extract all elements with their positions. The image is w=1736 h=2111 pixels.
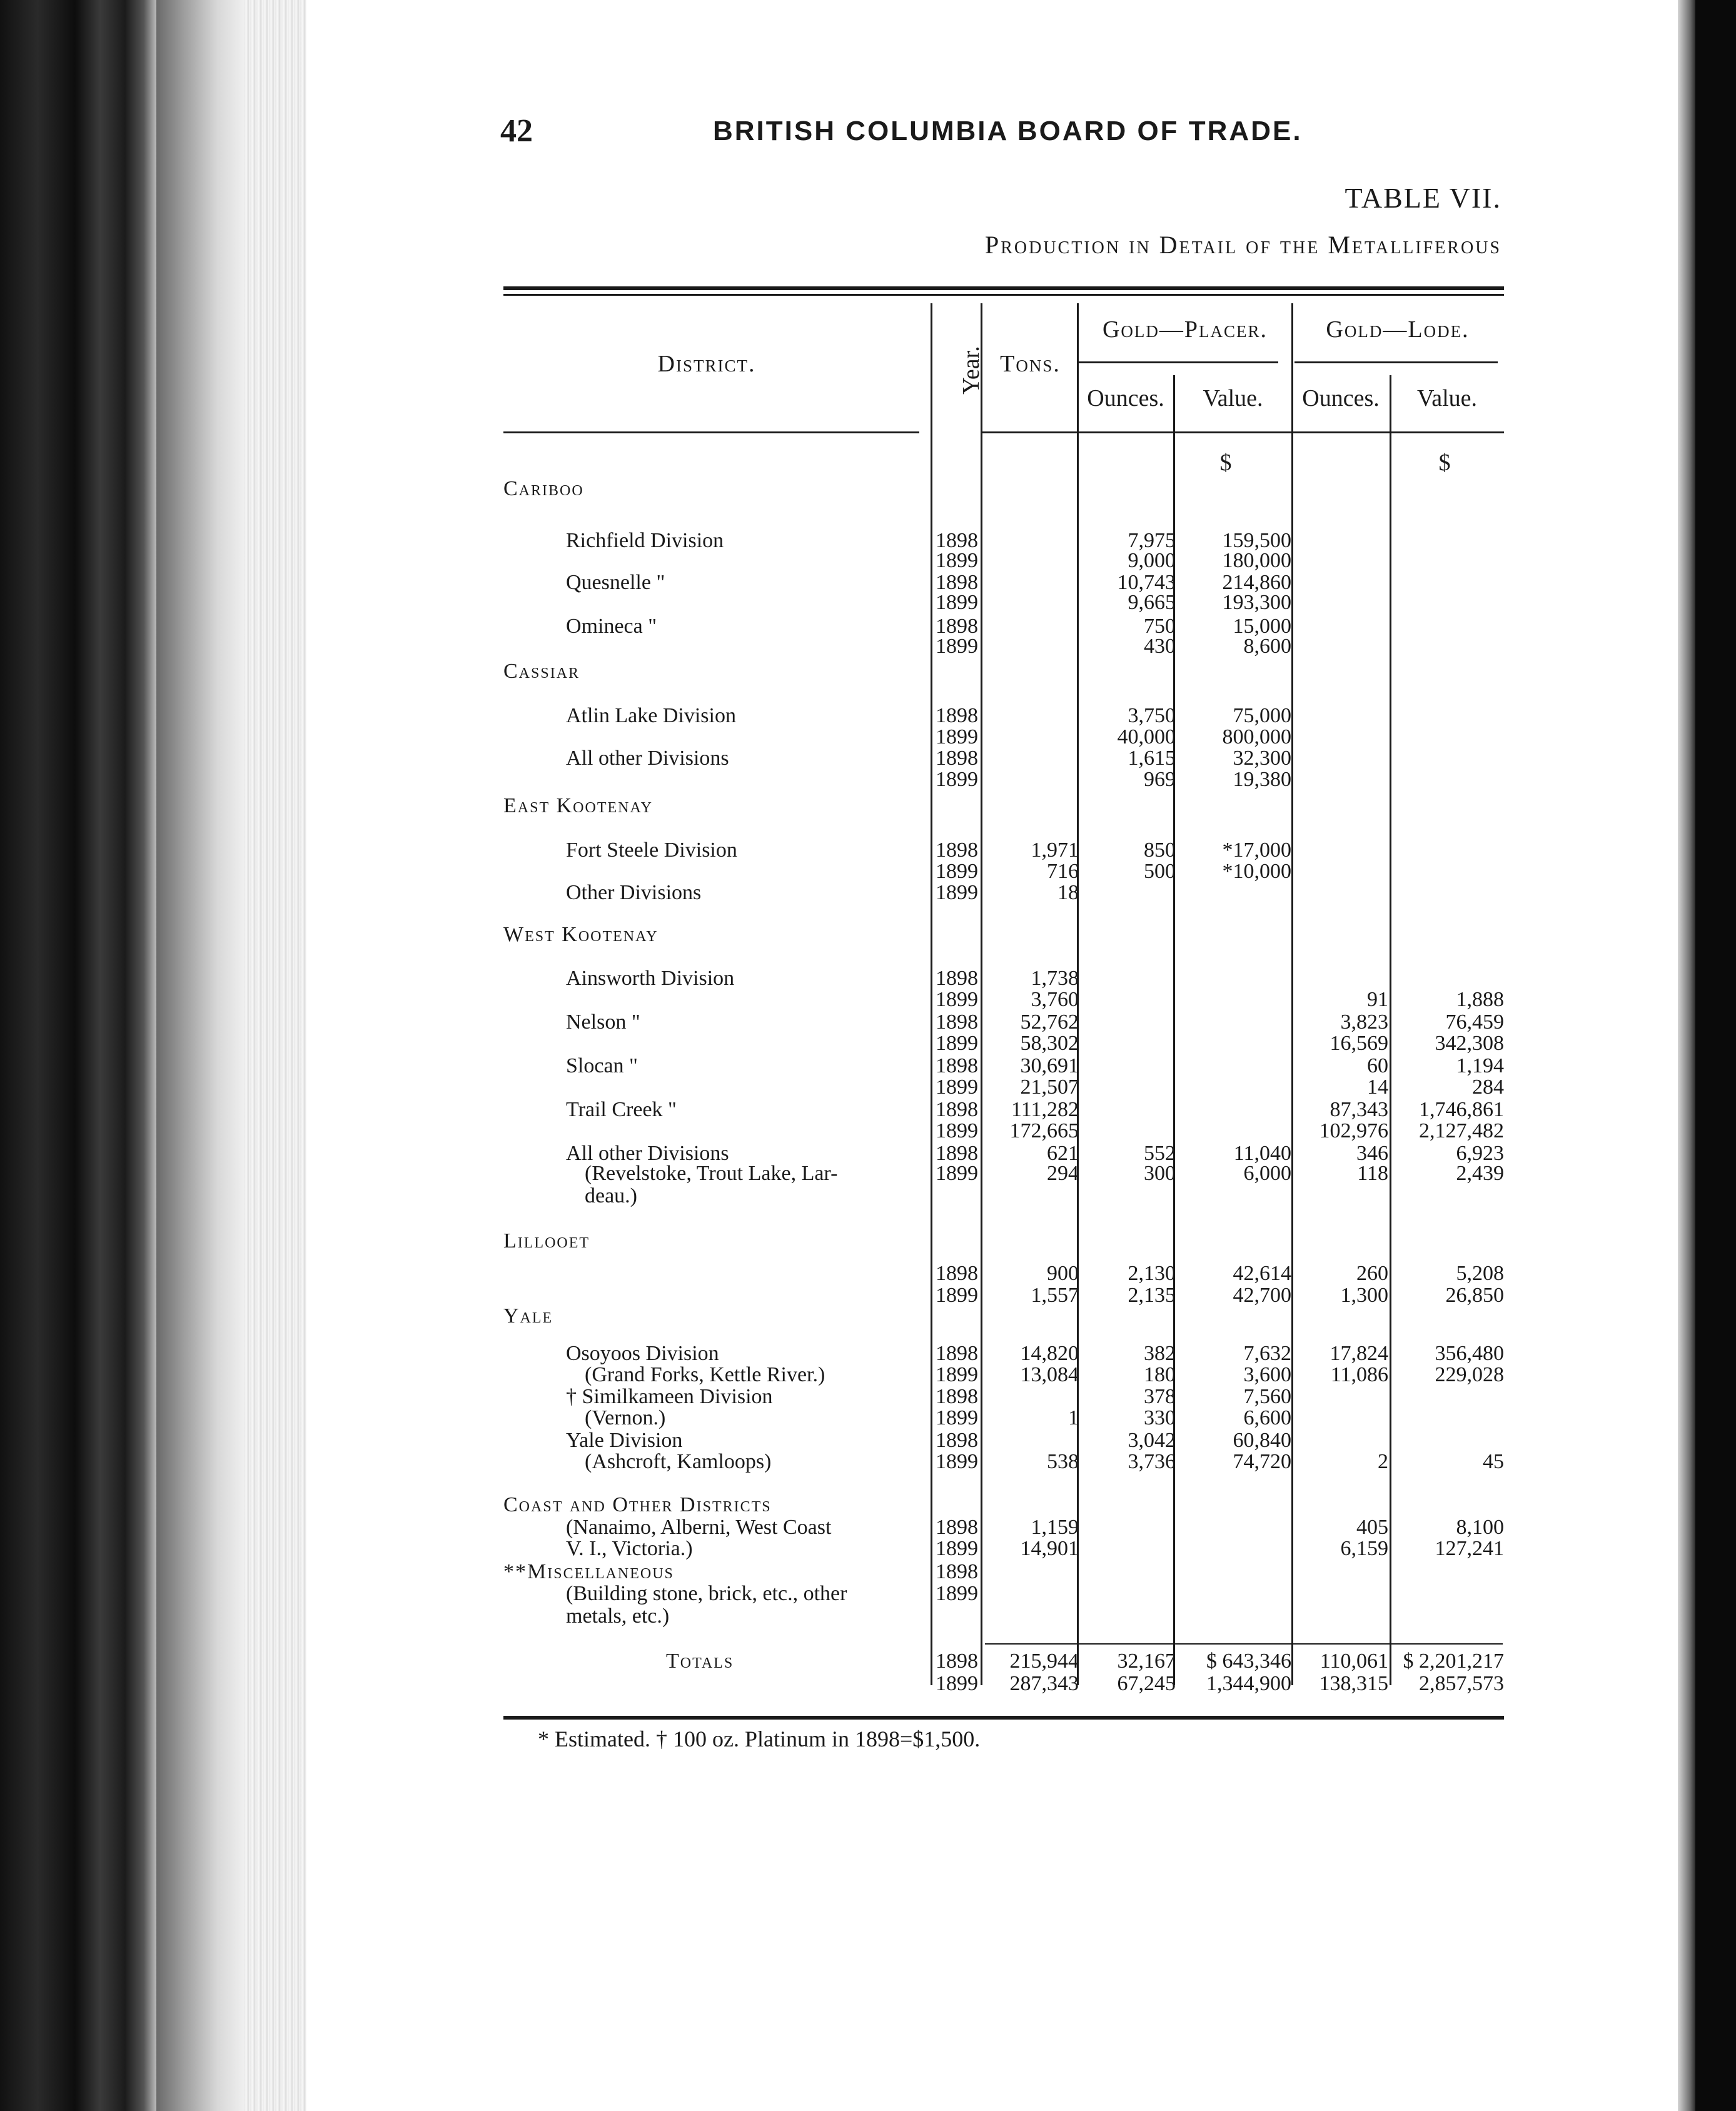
table-row bbox=[503, 1606, 1504, 1627]
cell-year: 1899 bbox=[936, 591, 978, 614]
cell-year: 1898 bbox=[936, 704, 978, 727]
cell-gpv: 42,700 bbox=[1233, 1284, 1291, 1307]
row-label: Atlin Lake Division bbox=[566, 705, 736, 727]
cell-tons: 287,343 bbox=[1009, 1672, 1079, 1695]
cell-glv: 229,028 bbox=[1435, 1363, 1504, 1386]
header-placer-ounces: Ounces. bbox=[1087, 385, 1164, 411]
cell-gpo: 10,743 bbox=[1117, 571, 1176, 594]
row-label: East Kootenay bbox=[503, 795, 653, 817]
cell-glv: 284 bbox=[1472, 1076, 1504, 1099]
cell-gpo: 300 bbox=[1144, 1162, 1176, 1185]
totals-rule bbox=[985, 1643, 1503, 1645]
table-row bbox=[503, 1408, 1504, 1429]
table-row bbox=[503, 1561, 1504, 1583]
cell-tons: 900 bbox=[1047, 1262, 1079, 1285]
table-row bbox=[503, 705, 1504, 727]
cell-year: 1899 bbox=[936, 768, 978, 791]
cell-glv: 45 bbox=[1483, 1450, 1504, 1473]
table-row bbox=[503, 1143, 1504, 1164]
cell-year: 1899 bbox=[936, 1076, 978, 1099]
cell-year: 1899 bbox=[936, 860, 978, 883]
table-row bbox=[503, 1343, 1504, 1364]
cell-gpv: 8,600 bbox=[1243, 635, 1291, 658]
cell-gpo: 378 bbox=[1144, 1385, 1176, 1408]
cell-glo: 405 bbox=[1356, 1516, 1388, 1539]
cell-year: 1899 bbox=[936, 1537, 978, 1560]
cell-glv: 2,127,482 bbox=[1419, 1119, 1504, 1142]
table-row bbox=[503, 1033, 1504, 1054]
table-number: TABLE VII. bbox=[1345, 182, 1501, 214]
table-row bbox=[503, 592, 1504, 613]
table-row bbox=[503, 1494, 1504, 1516]
cell-glv: 342,308 bbox=[1435, 1032, 1504, 1055]
cell-glv: 6,923 bbox=[1456, 1142, 1504, 1165]
row-label: Richfield Division bbox=[566, 530, 724, 552]
cell-year: 1899 bbox=[936, 1032, 978, 1055]
row-label: Ainsworth Division bbox=[566, 968, 735, 989]
cell-glv: 1,194 bbox=[1456, 1054, 1504, 1077]
page-edges bbox=[244, 0, 306, 2111]
table-row bbox=[503, 924, 1504, 945]
cell-year: 1898 bbox=[936, 1262, 978, 1285]
row-label: Lillooet bbox=[503, 1231, 590, 1252]
cell-glo: 14 bbox=[1367, 1076, 1388, 1099]
cell-glv: 76,459 bbox=[1445, 1010, 1504, 1034]
cell-glo: 17,824 bbox=[1330, 1342, 1388, 1365]
cell-gpo: 7,975 bbox=[1128, 529, 1176, 552]
header-tons: Tons. bbox=[1000, 351, 1061, 377]
cell-gpo: 552 bbox=[1144, 1142, 1176, 1165]
table-row bbox=[503, 1056, 1504, 1077]
cell-year: 1898 bbox=[936, 615, 978, 638]
table-row bbox=[503, 1386, 1504, 1408]
cell-tons: 3,760 bbox=[1031, 988, 1079, 1011]
cell-glv: 2,857,573 bbox=[1419, 1672, 1504, 1695]
row-label: V. I., Victoria.) bbox=[566, 1538, 693, 1559]
row-label: Fort Steele Division bbox=[566, 840, 737, 861]
cell-year: 1898 bbox=[936, 1516, 978, 1539]
row-label: (Grand Forks, Kettle River.) bbox=[585, 1364, 825, 1386]
cell-glo: 260 bbox=[1356, 1262, 1388, 1285]
cell-year: 1898 bbox=[936, 1010, 978, 1034]
row-label: deau.) bbox=[585, 1186, 638, 1207]
table-row bbox=[503, 1285, 1504, 1306]
header-rule-district bbox=[503, 431, 919, 433]
table-row bbox=[503, 1231, 1504, 1252]
cell-gpo: 1,615 bbox=[1128, 747, 1176, 770]
lode-dollar-sign: $ bbox=[1438, 450, 1451, 476]
cell-gpv: 180,000 bbox=[1222, 549, 1291, 572]
row-label: All other Divisions bbox=[566, 748, 729, 769]
cell-gpo: 382 bbox=[1144, 1342, 1176, 1365]
cell-gpv: 6,600 bbox=[1243, 1406, 1291, 1429]
cell-year: 1898 bbox=[936, 747, 978, 770]
cell-year: 1898 bbox=[936, 1342, 978, 1365]
row-label: Trail Creek " bbox=[566, 1099, 677, 1121]
cell-tons: 30,691 bbox=[1020, 1054, 1079, 1077]
row-label: Osoyoos Division bbox=[566, 1343, 719, 1364]
cell-glv: 8,100 bbox=[1456, 1516, 1504, 1539]
table-row bbox=[503, 636, 1504, 657]
table-row bbox=[503, 1364, 1504, 1386]
header-gold-placer: Gold—Placer. bbox=[1102, 316, 1268, 343]
table-row bbox=[503, 478, 1504, 500]
cell-year: 1898 bbox=[936, 1650, 978, 1673]
running-head: BRITISH COLUMBIA BOARD OF TRADE. bbox=[713, 116, 1303, 146]
cell-gpv: 11,040 bbox=[1233, 1142, 1291, 1165]
cell-glo: 118 bbox=[1357, 1162, 1388, 1185]
cell-gpo: 32,167 bbox=[1117, 1650, 1176, 1673]
header-lode-value: Value. bbox=[1416, 385, 1478, 411]
placer-subheader-rule bbox=[1077, 361, 1278, 363]
page-number: 42 bbox=[500, 113, 533, 149]
table-row bbox=[503, 1121, 1504, 1142]
table-row bbox=[503, 1673, 1504, 1695]
table-row bbox=[503, 1099, 1504, 1121]
cell-gpv: *17,000 bbox=[1222, 839, 1291, 862]
table-row bbox=[503, 989, 1504, 1010]
cell-gpv: $ 643,346 bbox=[1206, 1650, 1291, 1673]
cell-glo: 346 bbox=[1356, 1142, 1388, 1165]
cell-year: 1899 bbox=[936, 1672, 978, 1695]
header-gold-lode: Gold—Lode. bbox=[1326, 316, 1470, 343]
book-binding-left bbox=[0, 0, 156, 2111]
row-label: **Miscellaneous bbox=[503, 1561, 674, 1583]
cell-year: 1898 bbox=[936, 1098, 978, 1121]
lode-subheader-rule bbox=[1294, 361, 1498, 363]
table-row bbox=[503, 882, 1504, 904]
table-row bbox=[503, 1263, 1504, 1284]
cell-year: 1898 bbox=[936, 1385, 978, 1408]
table-row bbox=[503, 1306, 1504, 1327]
cell-gpv: 75,000 bbox=[1233, 704, 1291, 727]
cell-gpo: 9,000 bbox=[1128, 549, 1176, 572]
cell-gpv: 74,720 bbox=[1233, 1450, 1291, 1473]
cell-year: 1898 bbox=[936, 1560, 978, 1583]
header-district: District. bbox=[657, 351, 756, 377]
cell-tons: 1,971 bbox=[1031, 839, 1079, 862]
table-row bbox=[503, 1538, 1504, 1559]
cell-glo: 60 bbox=[1367, 1054, 1388, 1077]
cell-gpo: 40,000 bbox=[1117, 725, 1176, 748]
table-bottom-rule bbox=[503, 1716, 1504, 1720]
cell-glo: 138,315 bbox=[1319, 1672, 1388, 1695]
cell-tons: 14,901 bbox=[1020, 1537, 1079, 1560]
row-label: metals, etc.) bbox=[566, 1606, 670, 1627]
cell-glo: 16,569 bbox=[1330, 1032, 1388, 1055]
cell-glo: 110,061 bbox=[1320, 1650, 1388, 1673]
row-label: Quesnelle " bbox=[566, 572, 665, 593]
header-lode-ounces: Ounces. bbox=[1302, 385, 1380, 411]
cell-gpv: *10,000 bbox=[1222, 860, 1291, 883]
cell-gpv: 32,300 bbox=[1233, 747, 1291, 770]
cell-tons: 294 bbox=[1047, 1162, 1079, 1185]
row-label: Yale Division bbox=[566, 1430, 683, 1451]
table-row bbox=[503, 727, 1504, 748]
row-label: (Revelstoke, Trout Lake, Lar- bbox=[585, 1163, 838, 1184]
cell-tons: 111,282 bbox=[1011, 1098, 1079, 1121]
table-row bbox=[503, 795, 1504, 817]
cell-year: 1899 bbox=[936, 1406, 978, 1429]
cell-gpo: 3,736 bbox=[1128, 1450, 1176, 1473]
row-label: Coast and Other Districts bbox=[503, 1494, 772, 1516]
placer-dollar-sign: $ bbox=[1219, 450, 1232, 476]
table-row bbox=[503, 1583, 1504, 1605]
row-label: Nelson " bbox=[566, 1012, 640, 1033]
row-label: West Kootenay bbox=[503, 924, 659, 945]
header-rule-values bbox=[982, 431, 1504, 433]
cell-gpv: 42,614 bbox=[1233, 1262, 1291, 1285]
cell-glv: 2,439 bbox=[1456, 1162, 1504, 1185]
table-row bbox=[503, 861, 1504, 882]
cell-tons: 538 bbox=[1047, 1450, 1079, 1473]
table-row bbox=[503, 1077, 1504, 1098]
cell-tons: 215,944 bbox=[1009, 1650, 1079, 1673]
cell-gpv: 19,380 bbox=[1233, 768, 1291, 791]
row-label: Omineca " bbox=[566, 616, 657, 637]
cell-year: 1899 bbox=[936, 1284, 978, 1307]
page-right-edge bbox=[1678, 0, 1695, 2111]
cell-tons: 52,762 bbox=[1020, 1010, 1079, 1034]
cell-gpo: 67,245 bbox=[1117, 1672, 1176, 1695]
table-top-rule-thin bbox=[503, 294, 1504, 296]
table-row bbox=[503, 1451, 1504, 1473]
cell-gpv: 7,560 bbox=[1243, 1385, 1291, 1408]
cell-tons: 21,507 bbox=[1020, 1076, 1079, 1099]
table-row bbox=[503, 1651, 1504, 1672]
cell-tons: 172,665 bbox=[1009, 1119, 1079, 1142]
header-placer-value: Value. bbox=[1203, 385, 1263, 411]
cell-glo: 87,343 bbox=[1330, 1098, 1388, 1121]
cell-year: 1898 bbox=[936, 967, 978, 990]
table-row bbox=[503, 1186, 1504, 1207]
cell-glo: 102,976 bbox=[1319, 1119, 1388, 1142]
cell-gpv: 7,632 bbox=[1243, 1342, 1291, 1365]
footnote: * Estimated. † 100 oz. Platinum in 1898=$1,500. bbox=[538, 1726, 981, 1751]
cell-gpo: 9,665 bbox=[1128, 591, 1176, 614]
cell-gpo: 2,135 bbox=[1128, 1284, 1176, 1307]
cell-year: 1899 bbox=[936, 549, 978, 572]
row-label: All other Divisions bbox=[566, 1143, 729, 1164]
cell-gpv: 60,840 bbox=[1233, 1429, 1291, 1452]
row-label: (Ashcroft, Kamloops) bbox=[585, 1451, 772, 1473]
cell-glo: 11,086 bbox=[1330, 1363, 1388, 1386]
cell-gpv: 159,500 bbox=[1222, 529, 1291, 552]
cell-gpo: 750 bbox=[1144, 615, 1176, 638]
cell-tons: 1,738 bbox=[1031, 967, 1079, 990]
row-label: (Nanaimo, Alberni, West Coast bbox=[566, 1517, 832, 1538]
cell-gpv: 3,600 bbox=[1243, 1363, 1291, 1386]
row-label: Yale bbox=[503, 1306, 553, 1327]
cell-gpo: 430 bbox=[1144, 635, 1176, 658]
cell-year: 1899 bbox=[936, 881, 978, 904]
row-label: † Similkameen Division bbox=[566, 1386, 773, 1408]
cell-year: 1898 bbox=[936, 571, 978, 594]
cell-year: 1899 bbox=[936, 1582, 978, 1605]
cell-glv: 1,746,861 bbox=[1419, 1098, 1504, 1121]
cell-year: 1899 bbox=[936, 1363, 978, 1386]
cell-year: 1899 bbox=[936, 1162, 978, 1185]
cell-tons: 1,159 bbox=[1031, 1516, 1079, 1539]
table-row bbox=[503, 550, 1504, 572]
table-row bbox=[503, 840, 1504, 861]
cell-gpo: 180 bbox=[1144, 1363, 1176, 1386]
table-row bbox=[503, 616, 1504, 637]
cell-gpv: 15,000 bbox=[1233, 615, 1291, 638]
book-gutter bbox=[156, 0, 244, 2111]
cell-gpo: 3,042 bbox=[1128, 1429, 1176, 1452]
cell-glo: 1,300 bbox=[1340, 1284, 1388, 1307]
cell-gpv: 1,344,900 bbox=[1206, 1672, 1291, 1695]
cell-tons: 58,302 bbox=[1020, 1032, 1079, 1055]
table-row bbox=[503, 661, 1504, 682]
cell-tons: 13,084 bbox=[1020, 1363, 1079, 1386]
cell-tons: 716 bbox=[1047, 860, 1079, 883]
cell-tons: 14,820 bbox=[1020, 1342, 1079, 1365]
cell-tons: 1,557 bbox=[1031, 1284, 1079, 1307]
row-label: Totals bbox=[666, 1651, 734, 1672]
cell-gpv: 214,860 bbox=[1222, 571, 1291, 594]
cell-year: 1899 bbox=[936, 988, 978, 1011]
cell-glv: $ 2,201,217 bbox=[1403, 1650, 1504, 1673]
cell-glo: 91 bbox=[1367, 988, 1388, 1011]
cell-glv: 5,208 bbox=[1456, 1262, 1504, 1285]
table-row bbox=[503, 748, 1504, 769]
cell-year: 1898 bbox=[936, 529, 978, 552]
cell-year: 1898 bbox=[936, 1142, 978, 1165]
header-year: Year. bbox=[958, 346, 984, 395]
cell-gpo: 969 bbox=[1144, 768, 1176, 791]
table-row bbox=[503, 530, 1504, 552]
table-row bbox=[503, 1430, 1504, 1451]
cell-glv: 1,888 bbox=[1456, 988, 1504, 1011]
row-label: (Vernon.) bbox=[585, 1408, 666, 1429]
cell-gpo: 330 bbox=[1144, 1406, 1176, 1429]
cell-gpv: 193,300 bbox=[1222, 591, 1291, 614]
cell-gpo: 850 bbox=[1144, 839, 1176, 862]
cell-gpo: 3,750 bbox=[1128, 704, 1176, 727]
cell-year: 1898 bbox=[936, 1054, 978, 1077]
cell-gpv: 6,000 bbox=[1243, 1162, 1291, 1185]
cell-tons: 1 bbox=[1068, 1406, 1079, 1429]
row-label: Cariboo bbox=[503, 478, 584, 500]
cell-gpo: 500 bbox=[1144, 860, 1176, 883]
cell-year: 1898 bbox=[936, 839, 978, 862]
cell-year: 1899 bbox=[936, 1119, 978, 1142]
table-row bbox=[503, 769, 1504, 790]
row-label: (Building stone, brick, etc., other bbox=[566, 1583, 847, 1605]
cell-year: 1898 bbox=[936, 1429, 978, 1452]
cell-glv: 127,241 bbox=[1435, 1537, 1504, 1560]
table-row bbox=[503, 1012, 1504, 1033]
table-title: Production in Detail of the Metalliferous bbox=[984, 231, 1501, 259]
cell-glo: 3,823 bbox=[1340, 1010, 1388, 1034]
row-label: Slocan " bbox=[566, 1056, 638, 1077]
cell-gpo: 2,130 bbox=[1128, 1262, 1176, 1285]
table-row bbox=[503, 572, 1504, 593]
cell-year: 1899 bbox=[936, 1450, 978, 1473]
cell-year: 1899 bbox=[936, 635, 978, 658]
cell-glo: 2 bbox=[1378, 1450, 1388, 1473]
table-row bbox=[503, 1163, 1504, 1184]
table-row bbox=[503, 1517, 1504, 1538]
cell-year: 1899 bbox=[936, 725, 978, 748]
cell-gpv: 800,000 bbox=[1222, 725, 1291, 748]
row-label: Cassiar bbox=[503, 661, 580, 682]
cell-tons: 18 bbox=[1057, 881, 1079, 904]
cell-tons: 621 bbox=[1047, 1142, 1079, 1165]
cell-glo: 6,159 bbox=[1340, 1537, 1388, 1560]
table-top-rule bbox=[503, 286, 1504, 290]
row-label: Other Divisions bbox=[566, 882, 702, 904]
table-row bbox=[503, 968, 1504, 989]
cell-glv: 26,850 bbox=[1445, 1284, 1504, 1307]
scan-border bbox=[1695, 0, 1736, 2111]
cell-glv: 356,480 bbox=[1435, 1342, 1504, 1365]
